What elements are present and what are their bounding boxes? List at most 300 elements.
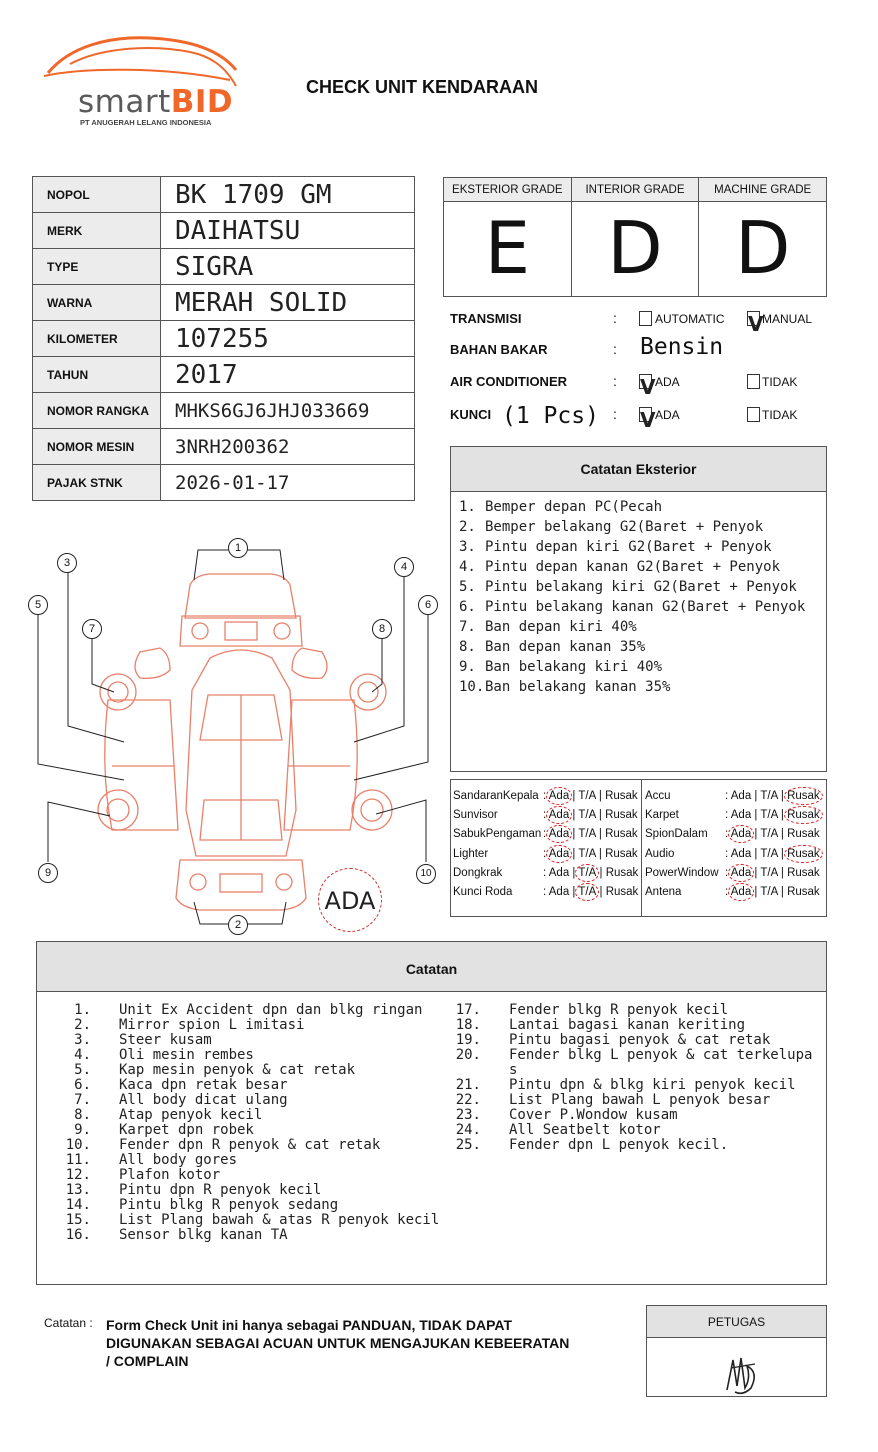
list-item [459,577,818,597]
separator: | [751,847,761,860]
ac-tidak-checkbox[interactable] [747,374,760,389]
table-row [33,357,415,393]
exterior-grade [444,178,572,296]
grade-value: D [734,206,791,290]
item-text: All Seatbelt kotor [509,1122,661,1138]
accessory-row [451,867,641,886]
option-ta[interactable]: T/A [760,809,778,822]
item-number: 8. [74,1107,91,1123]
item-number: 13. [65,1182,91,1198]
option-ada[interactable]: Ada [548,790,570,802]
notes-title: Catatan [37,942,826,992]
spacer [91,1003,119,1018]
list-item [445,1093,820,1108]
item-number: 2. [459,519,476,535]
item-number: 6. [459,599,476,615]
check-mark-icon: V [748,312,764,336]
item-text: Pintu dpn & blkg kiri penyok kecil [509,1077,796,1093]
check-mark-icon: V [640,408,656,432]
item-number: 14. [65,1197,91,1213]
accessory-options [543,828,638,840]
item-text: Fender blkg L penyok & cat terkelupas [509,1047,813,1078]
item-text: Mirror spion L imitasi [119,1017,305,1033]
row-label: MERK [33,213,161,249]
separator: | [751,790,761,802]
list-item [55,1063,440,1078]
item-number: 19. [455,1032,481,1048]
item-text: Pintu dpn R penyok kecil [119,1182,322,1198]
option-ta[interactable]: T/A [578,790,596,802]
item-number: 11. [65,1152,91,1168]
item-text: Oli mesin rembes [119,1047,254,1063]
accessory-name: Dongkrak [453,866,503,879]
row-label: KILOMETER [33,321,161,357]
table-row [33,393,415,429]
separator: | [569,847,579,860]
accessory-options [725,886,820,898]
signature-icon [647,1338,826,1396]
exterior-notes-list [451,492,826,697]
list-item [459,537,818,557]
row-value: SIGRA [161,249,415,285]
option-rusak[interactable]: Rusak [787,828,820,841]
callout-7: 7 [82,619,102,639]
item-text: Lantai bagasi kanan keriting [509,1017,746,1033]
item-text: List Plang bawah L penyok besar [509,1092,771,1108]
manual-option-label: MANUAL [762,312,813,326]
option-ada[interactable]: Ada [548,886,570,898]
list-item [55,1078,440,1093]
option-ada[interactable]: Ada [730,809,752,822]
spacer [481,1093,509,1108]
spacer [91,1153,119,1168]
item-text: Fender dpn R penyok & cat retak [119,1137,381,1153]
list-item [55,1033,440,1048]
item-number: 1. [459,499,476,515]
item-text: Ban depan kiri 40% [485,619,637,635]
item-number: 20. [455,1047,481,1063]
list-item [459,517,818,537]
automatic-option-label: AUTOMATIC [655,312,725,326]
item-text: Plafon kotor [119,1167,221,1183]
list-item [445,1033,820,1048]
table-row [33,249,415,285]
option-rusak[interactable]: Rusak [605,790,638,802]
list-item [459,597,818,617]
spacer [481,1048,509,1078]
item-text: All body gores [119,1152,238,1168]
list-item [55,1003,440,1018]
list-item [459,497,818,517]
row-label: NOMOR MESIN [33,429,161,465]
option-ada[interactable]: Ada [730,847,752,860]
accessory-options [543,790,638,802]
option-ada[interactable]: Ada [548,847,570,860]
grade-label: EKSTERIOR GRADE [444,178,571,202]
brand-company: PT ANUGERAH LELANG INDONESIA [80,118,212,127]
item-number: 9. [459,659,476,675]
item-number: 15. [65,1212,91,1228]
row-label: WARNA [33,285,161,321]
option-ta[interactable]: T/A [578,828,596,841]
option-ada[interactable]: Ada [548,828,570,841]
notes-right-column [445,1003,820,1153]
grade-value: E [484,206,531,290]
separator: | [777,790,788,802]
spacer [91,1123,119,1138]
item-number: 7. [74,1092,91,1108]
page-title: CHECK UNIT KENDARAAN [306,77,538,97]
row-value: MHKS6GJ6JHJ033669 [161,393,415,429]
colon: : [725,790,729,802]
colon: : [725,847,729,860]
option-rusak[interactable]: Rusak [787,847,820,860]
list-item [445,1003,820,1018]
option-ada[interactable]: Ada [548,866,570,879]
option-rusak[interactable]: Rusak [787,886,820,898]
item-text: Unit Ex Accident dpn dan blkg ringan [119,1002,423,1018]
option-rusak[interactable]: Rusak [605,809,638,822]
ac-tidak-label: TIDAK [762,375,798,389]
colon: : [613,341,617,357]
notes-left-column [55,1003,440,1243]
item-number: 1. [74,1002,91,1018]
exterior-notes-panel [450,446,827,772]
list-item [445,1048,820,1078]
accessory-options [725,867,820,879]
colon: : [613,310,617,326]
option-ta[interactable]: T/A [760,828,778,841]
petugas-box [646,1305,827,1397]
accessories-panel [450,779,827,917]
option-ada[interactable]: Ada [730,790,752,802]
kunci-ada-label: ADA [655,408,680,422]
item-number: 5. [459,579,476,595]
kunci-tidak-label: TIDAK [762,408,798,422]
item-number: 3. [74,1032,91,1048]
separator: | [777,809,788,822]
table-row [33,321,415,357]
separator: | [569,790,579,802]
separator: | [751,886,761,898]
accessory-name: Sunvisor [453,809,498,822]
item-text: Bemper belakang G2(Baret + Penyok [485,519,764,535]
accessory-options [725,809,820,821]
machine-grade [699,178,826,296]
list-item [459,677,818,697]
option-rusak[interactable]: Rusak [787,809,820,822]
accessory-name: Lighter [453,847,489,860]
separator: | [569,809,579,822]
item-number: 5. [74,1062,91,1078]
item-number: 23. [455,1107,481,1123]
option-ta[interactable]: T/A [760,847,778,860]
list-item [55,1018,440,1033]
separator: | [777,866,788,879]
spacer [91,1048,119,1063]
row-value: 2017 [161,357,415,393]
spacer [91,1033,119,1048]
table-row [33,213,415,249]
accessory-options [725,848,820,860]
list-item [459,637,818,657]
item-text: Kap mesin penyok & cat retak [119,1062,356,1078]
row-value: DAIHATSU [161,213,415,249]
item-text: Cover P.Wondow kusam [509,1107,678,1123]
item-number: 4. [459,559,476,575]
colon: : [725,809,729,822]
item-number: 16. [65,1227,91,1243]
item-text: Pintu depan kiri G2(Baret + Penyok [485,539,772,555]
separator: | [777,828,788,841]
callout-3: 3 [57,553,77,573]
list-item [445,1018,820,1033]
option-ada[interactable]: Ada [730,866,752,879]
option-rusak[interactable]: Rusak [605,828,638,841]
callout-10: 10 [416,864,436,884]
accessory-options [725,828,820,840]
callout-9: 9 [38,863,58,883]
item-number: 22. [455,1092,481,1108]
bahan-bakar-value: Bensin [640,334,724,360]
spacer [91,1063,119,1078]
item-text: List Plang bawah & atas R penyok kecil [119,1212,440,1228]
accessory-name: Kunci Roda [453,886,513,898]
spacer [481,1138,509,1153]
accessory-options [543,886,638,898]
item-number: 17. [455,1002,481,1018]
table-row [33,177,415,213]
kunci-count: (1 Pcs) [502,403,599,429]
item-text: Bemper depan PC(Pecah [485,499,663,515]
spacer [91,1018,119,1033]
callout-1: 1 [228,538,248,558]
list-item [445,1108,820,1123]
spacer [481,1033,509,1048]
item-number: 21. [455,1077,481,1093]
item-number: 7. [459,619,476,635]
separator: | [751,809,761,822]
colon: : [543,847,547,860]
footer-disclaimer: Form Check Unit ini hanya sebagai PANDUAN, TIDAK DAPAT DIGUNAKAN SEBAGAI ACUAN UNTUK MENGAJUKAN KEBEERATAN / COMPLAIN [106,1317,570,1369]
table-row [33,429,415,465]
grade-label: MACHINE GRADE [699,178,826,202]
spacer [91,1168,119,1183]
item-number: 25. [455,1137,481,1153]
item-number: 18. [455,1017,481,1033]
automatic-checkbox[interactable] [639,311,652,326]
list-item [55,1093,440,1108]
spacer [91,1108,119,1123]
spacer [91,1078,119,1093]
item-text: All body dicat ulang [119,1092,288,1108]
list-item [459,657,818,677]
spacer [481,1108,509,1123]
item-number: 2. [74,1017,91,1033]
item-text: Ban belakang kiri 40% [485,659,663,675]
ac-label: AIR CONDITIONER [450,374,567,389]
item-number: 24. [455,1122,481,1138]
option-rusak[interactable]: Rusak [605,866,639,879]
spacer [481,1078,509,1093]
item-text: Pintu blkg R penyok sedang [119,1197,339,1213]
spacer [481,1003,509,1018]
item-text: Atap penyok kecil [119,1107,263,1123]
item-text: Karpet dpn robek [119,1122,254,1138]
row-label: TAHUN [33,357,161,393]
spacer [481,1123,509,1138]
item-text: Kaca dpn retak besar [119,1077,288,1093]
row-value: 107255 [161,321,415,357]
separator: | [751,828,761,841]
transmisi-label: TRANSMISI [450,311,522,326]
option-rusak[interactable]: Rusak [605,847,638,860]
accessory-row [451,790,641,809]
option-rusak[interactable]: Rusak [605,886,639,898]
car-outline-diagram [20,530,445,940]
ac-ada-label: ADA [655,375,680,389]
item-text: Pintu belakang kanan G2(Baret + Penyok [485,599,806,615]
ada-stamp: ADA [318,868,382,932]
accessory-name: Audio [645,847,675,860]
callout-4: 4 [394,557,414,577]
row-value: 2026-01-17 [161,465,415,501]
separator: | [777,847,788,860]
option-ada[interactable]: Ada [548,809,570,822]
brand-name: smartBID [78,84,234,120]
accessory-row [451,809,641,828]
kunci-tidak-checkbox[interactable] [747,407,760,422]
item-text: Fender blkg R penyok kecil [509,1002,729,1018]
list-item [55,1183,440,1198]
option-ada[interactable]: Ada [730,886,752,898]
list-item [55,1153,440,1168]
bahan-bakar-label: BAHAN BAKAR [450,342,548,357]
row-label: NOPOL [33,177,161,213]
item-number: 10. [65,1137,91,1153]
row-label: PAJAK STNK [33,465,161,501]
option-ta[interactable]: T/A [760,886,778,898]
callout-leaders [38,550,428,924]
separator: | [569,828,579,841]
option-ta[interactable]: T/A [578,847,596,860]
row-value: MERAH SOLID [161,285,415,321]
separator: | [596,886,606,898]
colon: : [543,809,547,822]
option-ta[interactable]: T/A [578,886,597,898]
separator: | [595,828,606,841]
option-ta[interactable]: T/A [578,866,597,879]
separator: | [595,790,606,802]
list-item [55,1228,440,1243]
colon: : [543,866,547,879]
item-number: 8. [459,639,476,655]
list-item [459,557,818,577]
separator: | [595,847,606,860]
grade-value: D [607,206,663,290]
option-ta[interactable]: T/A [578,809,596,822]
callout-8: 8 [372,619,392,639]
footer-label: Catatan : [44,1316,93,1330]
kunci-label: KUNCI [450,407,492,422]
list-item [55,1213,440,1228]
colon: : [613,373,617,389]
option-ada[interactable]: Ada [730,828,752,841]
accessory-options [543,848,638,860]
separator: | [777,886,788,898]
notes-panel [36,941,827,1285]
list-item [55,1138,440,1153]
separator: | [596,866,606,879]
accessory-name: SabukPengaman [453,828,542,841]
accessory-name: Karpet [645,809,679,822]
item-number: 6. [74,1077,91,1093]
item-number: 10. [459,679,485,695]
spacer [91,1213,119,1228]
option-ta[interactable]: T/A [760,790,778,802]
callout-2: 2 [228,915,248,935]
list-item [445,1123,820,1138]
colon: : [725,828,729,841]
table-row [33,465,415,501]
item-number: 4. [74,1047,91,1063]
vehicle-info-table [32,176,415,501]
separator: | [751,866,761,879]
list-item [55,1123,440,1138]
list-item [445,1078,820,1093]
separator: | [595,809,606,822]
item-number: 3. [459,539,476,555]
colon: : [543,828,547,841]
check-mark-icon: V [640,375,656,399]
colon: : [725,866,729,879]
accessory-row [451,886,641,905]
callout-6: 6 [418,595,438,615]
spacer [91,1198,119,1213]
car-outline [98,574,392,910]
spacer [91,1183,119,1198]
separator: | [569,886,579,898]
row-label: TYPE [33,249,161,285]
spacer [91,1093,119,1108]
accessory-row [643,886,833,905]
accessory-name: PowerWindow [645,866,719,879]
accessory-options [543,867,638,879]
option-rusak[interactable]: Rusak [787,866,820,879]
item-number: 9. [74,1122,91,1138]
colon: : [725,886,729,898]
list-item [55,1168,440,1183]
list-item [55,1108,440,1123]
option-rusak[interactable]: Rusak [787,790,820,802]
list-item [445,1138,820,1153]
accessory-name: SpionDalam [645,828,708,841]
row-value: BK 1709 GM [161,177,415,213]
exterior-notes-title: Catatan Eksterior [451,447,826,492]
list-item [55,1048,440,1063]
accessory-options [543,809,638,821]
item-text: Pintu bagasi penyok & cat retak [509,1032,771,1048]
item-text: Fender dpn L penyok kecil. [509,1137,729,1153]
separator: | [569,866,579,879]
item-text: Ban depan kanan 35% [485,639,646,655]
divider [641,780,642,916]
grade-label: INTERIOR GRADE [572,178,699,202]
option-ta[interactable]: T/A [760,866,778,879]
callout-5: 5 [28,595,48,615]
list-item [459,617,818,637]
vehicle-damage-diagram [20,530,445,940]
